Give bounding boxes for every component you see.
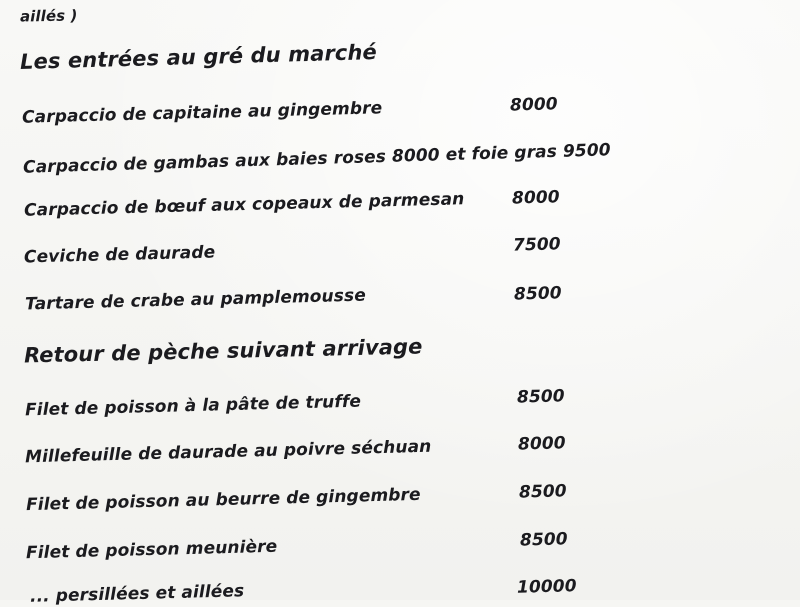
dish-price-3: 8000 [511, 187, 560, 209]
dish-name-3: Carpaccio de bœuf aux copeaux de parmesan [23, 189, 465, 221]
dish-name-6: Filet de poisson à la pâte de truffe [24, 391, 362, 421]
section-heading-entrees: Les entrées au gré du marché [19, 40, 378, 74]
dish-price-9: 8500 [519, 529, 568, 551]
dish-price-7: 8000 [517, 433, 566, 455]
dish-price-1: 8000 [509, 94, 558, 116]
dish-name-8: Filet de poisson au beurre de gingembre [25, 484, 421, 516]
dish-price-4: 7500 [512, 234, 561, 256]
dish-name-5: Tartare de crabe au pamplemousse [24, 285, 367, 315]
dish-price-10: 10000 [516, 576, 577, 598]
dish-name-10: ... persillées et aillées [29, 581, 245, 607]
dish-name-9: Filet de poisson meunière [25, 536, 278, 564]
dish-name-2: Carpaccio de gambas aux baies roses 8000 et foie gras 9500 [22, 140, 611, 178]
dish-name-1: Carpaccio de capitaine au gingembre [21, 98, 383, 128]
dish-name-4: Ceviche de daurade [23, 242, 216, 268]
dish-name-7: Millefeuille de daurade au poivre séchuan [24, 436, 432, 468]
dish-price-6: 8500 [516, 386, 565, 408]
dish-price-5: 8500 [513, 283, 562, 305]
section-heading-peche: Retour de pèche suivant arrivage [23, 334, 423, 368]
dish-price-8: 8500 [518, 481, 567, 503]
top-fragment-text: aillés ) [19, 6, 78, 26]
